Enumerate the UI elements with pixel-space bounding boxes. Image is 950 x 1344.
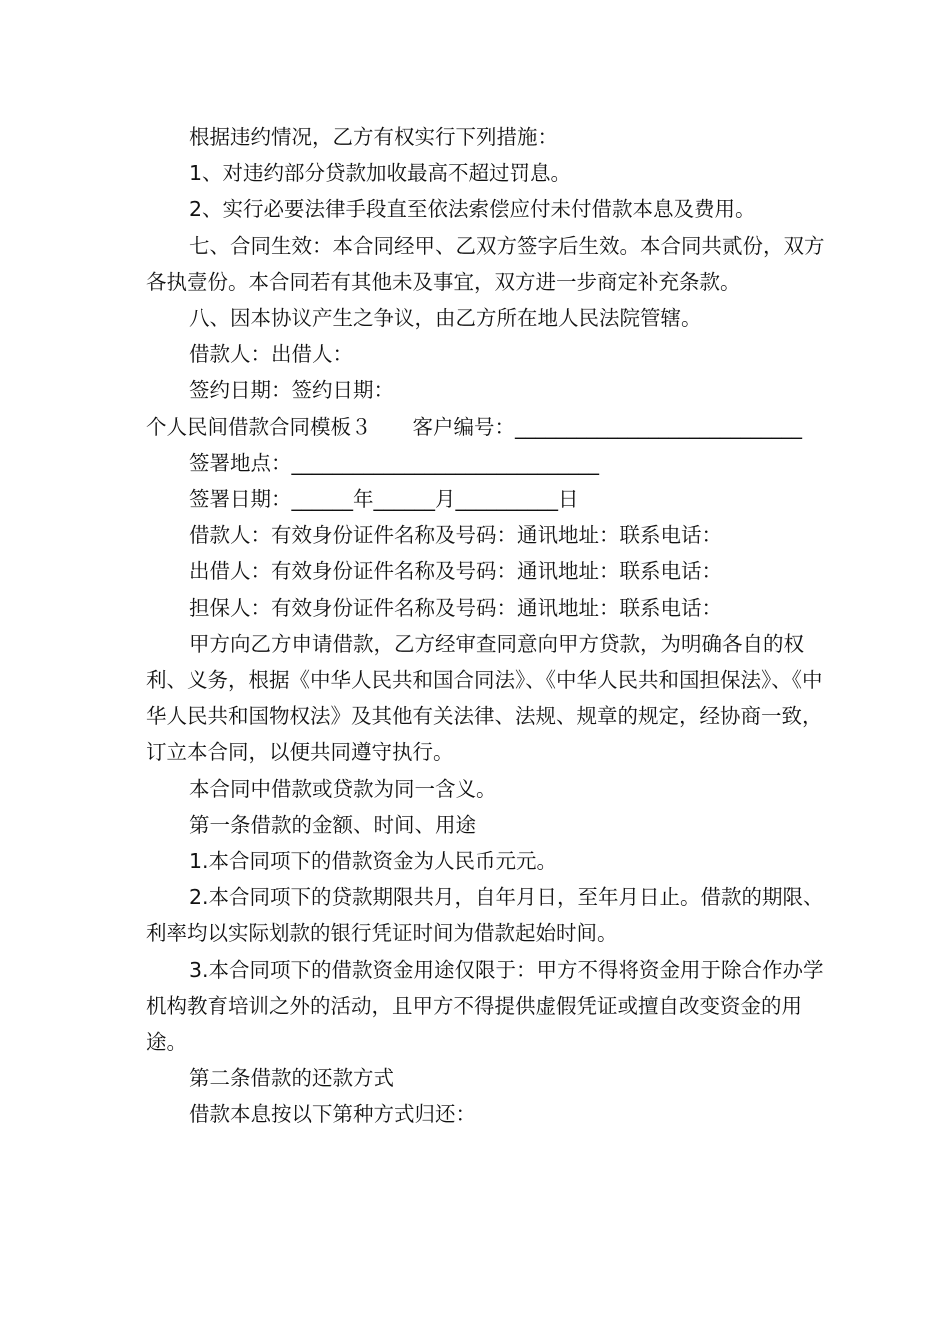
document-body [146, 119, 826, 1133]
clause-1-3: 3.本合同项下的借款资金用途仅限于：甲方不得将资金用于除合作办学机构教育培训之外的活动，且甲方不得提供虚假凭证或擅自改变资金的用途。 [146, 957, 824, 1055]
clause-1-2: 2.本合同项下的贷款期限共月，自年月日，至年月日止。借款的期限、利率均以实际划款的银行凭证时间为借款起始时间。 [146, 885, 824, 946]
paragraph-legal-means: 2、实行必要法律手段直至依法索偿应付未付借款本息及费用。 [189, 197, 756, 222]
paragraph-jurisdiction: 八、因本协议产生之争议，由乙方所在地人民法院管辖。 [189, 306, 702, 331]
borrower-info-line: 借款人：有效身份证件名称及号码：通讯地址：联系电话： [189, 523, 722, 548]
article-two-heading: 第二条借款的还款方式 [189, 1066, 394, 1091]
template-title-customer-number: 个人民间借款合同模板３ 客户编号：____________________________ [146, 414, 802, 439]
signing-date-field: 签署日期：______年______月__________日 [189, 487, 579, 512]
article-one-heading: 第一条借款的金额、时间、用途 [189, 812, 476, 837]
paragraph-preamble: 甲方向乙方申请借款，乙方经审查同意向甲方贷款，为明确各自的权利、义务，根据《中华人民共和国合同法》、《中华人民共和国担保法》、《中华人民共和国物权法》及其他有关法律、法规、规章的规定，经协商一致，订立本合同，以便共同遵守执行。 [146, 631, 823, 765]
lender-info-line: 出借人：有效身份证件名称及号码：通讯地址：联系电话： [189, 559, 722, 584]
paragraph-parties-signature: 借款人：出借人： [189, 342, 353, 367]
guarantor-info-line: 担保人：有效身份证件名称及号码：通讯地址：联系电话： [189, 595, 722, 620]
paragraph-breach-measures: 根据违约情况，乙方有权实行下列措施： [189, 125, 558, 149]
paragraph-contract-effect: 七、合同生效：本合同经甲、乙双方签字后生效。本合同共贰份，双方各执壹份。本合同若有其他未及事宜，双方进一步商定补充条款。 [146, 233, 825, 294]
paragraph-signing-dates: 签约日期：签约日期： [189, 378, 394, 403]
repayment-method-line: 借款本息按以下第种方式归还： [189, 1102, 476, 1127]
paragraph-definition: 本合同中借款或贷款为同一含义。 [189, 776, 497, 801]
clause-1-1: 1.本合同项下的借款资金为人民币元元。 [189, 849, 558, 874]
signing-place-field: 签署地点：______________________________ [189, 450, 599, 475]
paragraph-penalty-interest: 1、对违约部分贷款加收最高不超过罚息。 [189, 161, 572, 186]
